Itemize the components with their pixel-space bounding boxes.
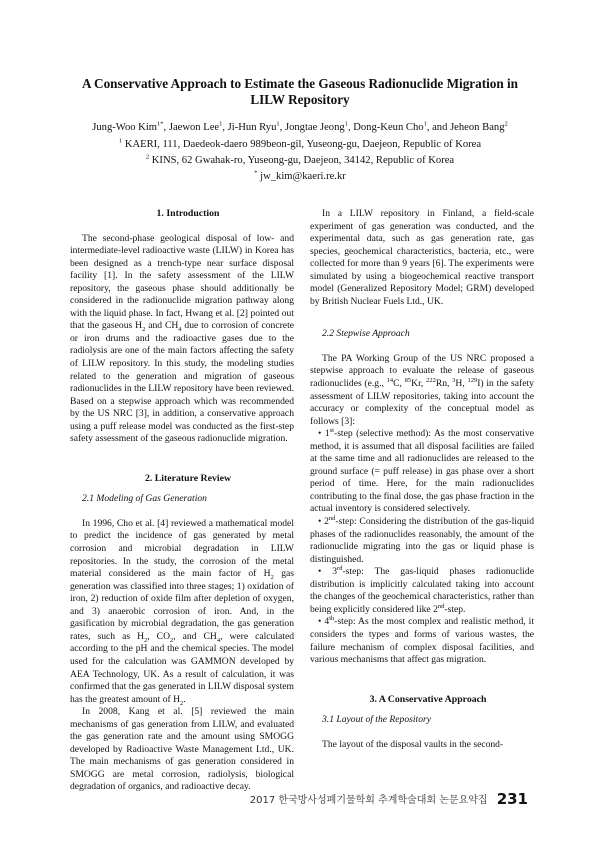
subsection-heading-stepwise-approach: 2.2 Stepwise Approach — [322, 328, 410, 340]
step-2-bullet: • 2nd-step: Considering the distribution of the gas-liquid phases of the radionuclides reasonably, the amount of the radionuclide migrating into the gas or liquid phase is distinguished. — [310, 514, 534, 565]
page-number: 231 — [496, 789, 528, 808]
gas-generation-paragraph-2: In 2008, Kang et al. [5] reviewed the main mechanisms of gas generation from LILW, and evaluated the gas generation rate and the amount using SMOGG developed by Radioactive Waste Management Ltd., UK. The main mechanisms of gas generation considered in SMOGG are metal corrosion, radiolysis, biological degradation of organics, and radioactive decay. — [70, 706, 294, 793]
section-heading-conservative-approach: 3. A Conservative Approach — [369, 693, 487, 705]
proceedings-title: 2017 한국방사성폐기물학회 추계학술대회 논문요약집 — [249, 795, 488, 806]
page-footer — [250, 788, 528, 808]
subsection-heading-gas-generation: 2.1 Modeling of Gas Generation — [82, 493, 207, 505]
corresponding-email: * jw_kim@kaeri.re.kr — [254, 169, 346, 182]
left-column — [70, 208, 294, 794]
title-line-1: A Conservative Approach to Estimate the Gaseous Radionuclide Migration in — [81, 76, 519, 91]
gas-generation-paragraph-3: In a LILW repository in Finland, a field-scale experiment of gas generation was conducted, and the experimental data, such as gas generation rate, gas species, geochemical characteristics, bacteria, etc., were collected for more than 9 years [6]. The experiments were simulated by using a biogeochemical reactive transport model (Generalized Repository Model; GRM) developed by British Nuclear Fuels Ltd., UK. — [310, 208, 534, 307]
affiliation-kaeri: $^1$ KAERI, 111, Daedeok-daero 989beon-gil, Yuseong-gu, Daejeon, Republic of Korea — [118, 137, 482, 150]
layout-paragraph: The layout of the disposal vaults in the second- — [322, 738, 504, 750]
author-name: Jeheon Bang — [450, 122, 505, 133]
section-heading-literature-review: 2. Literature Review — [144, 472, 232, 484]
section-heading-introduction: 1. Introduction — [156, 208, 220, 219]
step-4-bullet: • 4th-step: As the most complex and realistic method, it considers the types and forms of various wastes, the failure mechanism of complex disposal facilities, and various mechanisms that affect gas migration. — [310, 615, 534, 666]
author-name: Jaewon Lee — [168, 122, 220, 133]
author-name: Dong-Keun Cho — [353, 122, 424, 133]
author-name: Jung-Woo Kim — [92, 122, 158, 133]
author-list: Jung-Woo Kim$^{1*}$, Jaewon Lee$^1$, Ji-Hun Ryu$^1$, Jongtae Jeong$^1$, Dong-Keun Cho$^1$, and Jeheon Bang$^2$ — [92, 120, 508, 133]
gas-generation-paragraph-1: In 1996, Cho et al. [4] reviewed a mathematical model to predict the incidence of gas generated by metal corrosion and microbial degradation in LILW repositories. In the study, the corrosion of the metal material considered as the main factor of $H_2$ gas generation was classified into three stages; 1) oxidation of iron, 2) reduction of oxide film after depletion of oxygen, and 3) anaerobic corrosion of iron. And, in the gasification by microbial degradation, the gas generation rates, such as $H_2$, $CO_2$, and $CH_4$, were calculated according to the pH and the chemical species. The model used for the calculation was GAMMON developed by AEA Technology, UK. As a result of calculation, it was confirmed that the gas generated in LILW disposal system has the greatest amount of $H_2$. — [70, 517, 294, 707]
author-name: Ji-Hun Ryu — [227, 122, 277, 133]
step-1-bullet: • 1st-step (selective method): As the most conservative method, it is assumed that all disposal facilities are failed at the same time and all radionuclides are released to the ground surface (= puff release) in gas phase over a short period of time. Here, for the main radionuclides contributing to the final dose, the gas phase fraction in the actual inventory is considered selectively. — [310, 427, 534, 515]
subsection-heading-layout: 3.1 Layout of the Repository — [322, 714, 431, 726]
title-line-2: LILW Repository — [250, 92, 350, 107]
affiliation-kins: $^2$ KINS, 62 Gwahak-ro, Yuseong-gu, Daejeon, 34142, Republic of Korea — [145, 153, 455, 166]
paper-title — [60, 76, 540, 108]
step-3-bullet: • 3rd-step: The gas-liquid phases radionuclide distribution is implicitly calculated taking into account the changes of the geochemical characteristics, rather than being explicitly considered like 2nd-step. — [310, 565, 534, 615]
introduction-paragraph: The second-phase geological disposal of low- and intermediate-level radioactive waste (LILW) in Korea has been designed as a trench-type near surface disposal facility [1]. In the safety assessment of the LILW repository, the gaseous phase should additionally be considered in the radionuclide migration pathway along with the liquid phase. In fact, Hwang et al. [2] pointed out that the gaseous $H_2$ and $CH_4$ due to corrosion of concrete or iron drums and the radioactive gases due to the radiolysis are one of the main factors affecting the safety of LILW repository. In this study, the modeling studies related to the generation and migration of gaseous radionuclides in the LILW repository have been reviewed. Based on a stepwise approach which was recommended by the US NRC [3], in addition, a conservative approach using a puff release model was conducted as the first-step safety assessment of the gaseous radionuclide migration. — [70, 232, 294, 445]
author-name: Jongtae Jeong — [284, 122, 345, 133]
right-column — [310, 208, 534, 751]
stepwise-paragraph: The PA Working Group of the US NRC proposed a stepwise approach to evaluate the release of gaseous radionuclides (e.g., $^{14}$C, $^{85}$Kr, $^{222}$Rn, $^3$H, $^{129}$I) in the safety assessment of LILW repositories, taking into account the accuracy or complexity of the conceptual model as follows [3]: — [310, 352, 534, 427]
